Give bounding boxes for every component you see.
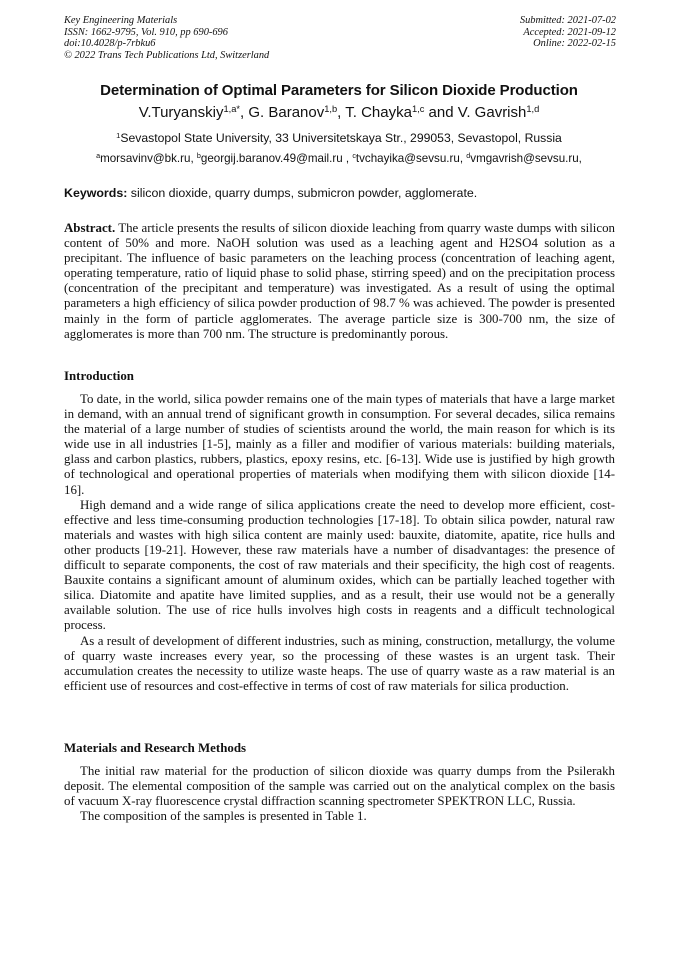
author-name: G. Baranov [248, 104, 325, 121]
journal-doi: doi:10.4028/p-7rbku6 [64, 38, 156, 50]
submitted-date: Submitted: 2021-07-02 [519, 15, 616, 26]
email-sup: d [466, 151, 471, 161]
materials-body [64, 764, 615, 824]
author-name: V. Gavrish [457, 104, 527, 121]
email-sup: a [96, 151, 101, 161]
affiliation-sup: 1 [116, 130, 121, 140]
email-sup: c [352, 151, 356, 161]
accepted-date: Accepted: 2021-09-12 [523, 26, 616, 38]
section-heading-introduction: Introduction [64, 369, 134, 383]
paragraph: High demand and a wide range of silica applications create the need to develop more efficient, cost-effective and less time-consuming production technologies [17-18]. To obtain silica powder, natural raw materials and wastes with high silica content are mainly used: bauxite, diatomite, apatite, rice hulls and other products [19-21]. However, these raw materials have a number of disadvantages: the presence of difficult to separate components, the cost of raw materials and their specificity, the high cost of reagents. Bauxite contains a significant amount of aluminum oxides, which can be partially leached together with silica. Diatomite and apatite have limited supplies, and as a result, their use would not be a generally available solution. The use of rice hulls involves high costs in reagents and a difficult technological process. [64, 497, 615, 633]
paragraph: To date, in the world, silica powder remains one of the main types of materials that have a large market in demand, with an annual trend of significant growth in consumption. For several decades, silica remains the material of a large number of studies of scientists around the world, the main reason for which is its wide use in all industries [1-5], mainly as a filler and modifier of various materials: building materials, glass and carbon plastics, rubbers, plastics, epoxy resins, etc. [6-13]. Wide use is justified by high growth of technological and operational properties of materials when modifying them with silicon dioxide [14-16]. [64, 392, 615, 497]
email-link[interactable]: georgij.baranov.49@mail.ru , [200, 152, 353, 165]
author-list [40, 104, 638, 121]
email-sup: b [196, 151, 201, 161]
author-sep: , [240, 104, 249, 121]
keywords-label: Keywords: [64, 186, 128, 200]
author-emails [40, 152, 638, 165]
section-heading-materials: Materials and Research Methods [64, 741, 246, 755]
author-sep: , [337, 104, 346, 121]
paper-title: Determination of Optimal Parameters for Silicon Dioxide Production [100, 82, 578, 99]
paragraph: The initial raw material for the production of silicon dioxide was quarry dumps from the Psilerakh deposit. The elemental composition of the sample was carried out on the analytical complex on the basis of vacuum X-ray fluorescence crystal diffraction scanning spectrometer SPEKTRON LLC, Russia. [64, 764, 615, 809]
abstract [64, 221, 615, 342]
paragraph: The composition of the samples is presented in Table 1. [80, 809, 367, 824]
keywords [64, 186, 477, 200]
paragraph: As a result of development of different industries, such as mining, construction, metallurgy, the volume of quarry waste increases every year, so the processing of these wastes is an urgent task. Their accumulation creates the necessity to utilize waste heaps. The use of quarry waste as a raw material is an efficient use of resources and cost-effective in terms of cost of raw materials for silica production. [64, 633, 615, 693]
email-link[interactable]: morsavinv@bk.ru, [100, 152, 197, 165]
affiliation-text: Sevastopol State University, 33 Universitetskaya Str., 299053, Sevastopol, Russia [120, 131, 562, 145]
email-link[interactable]: tvchayika@sevsu.ru, [355, 152, 467, 165]
author-sup: 1,d [526, 103, 540, 114]
abstract-text: The article presents the results of silicon dioxide leaching from quarry waste dumps with silicon content of 50% and more. NaOH solution was used as a leaching agent and H2SO4 solution as a precipitant. The influence of basic parameters on the leaching process (concentration of leaching agent, operating temperature, ratio of liquid phase to solid phase, stirring speed) and on the precipitation process (concentration of the precipitant and temperature) was investigated. As a result of using the optimal parameters a high efficiency of silica powder production of 98.7 % was achieved. The powder is presented mainly in the form of particle agglomerates. The average particle size is 300-700 nm, the size of agglomerates is more than 700 nm. The structure is predominantly porous. [64, 221, 615, 341]
author-sup: 1,a* [223, 103, 240, 114]
journal-info [64, 15, 269, 61]
abstract-label: Abstract. [64, 221, 116, 235]
journal-copyright: © 2022 Trans Tech Publications Ltd, Switzerland [64, 49, 270, 61]
keywords-text: silicon dioxide, quarry dumps, submicron powder, agglomerate. [127, 186, 478, 200]
affiliation [40, 131, 638, 145]
online-date: Online: 2022-02-15 [533, 38, 616, 50]
author-name: T. Chayka [345, 104, 412, 121]
author-sep: and [424, 104, 458, 121]
journal-name: Key Engineering Materials [64, 15, 178, 26]
author-sup: 1,c [411, 103, 425, 114]
author-name: V.Turyanskiy [138, 104, 224, 121]
journal-issn: ISSN: 1662-9795, Vol. 910, pp 690-696 [64, 26, 228, 38]
publication-dates [520, 15, 616, 50]
email-link[interactable]: vmgavrish@sevsu.ru, [470, 152, 582, 165]
introduction-body [64, 392, 615, 694]
author-sup: 1,b [324, 103, 338, 114]
